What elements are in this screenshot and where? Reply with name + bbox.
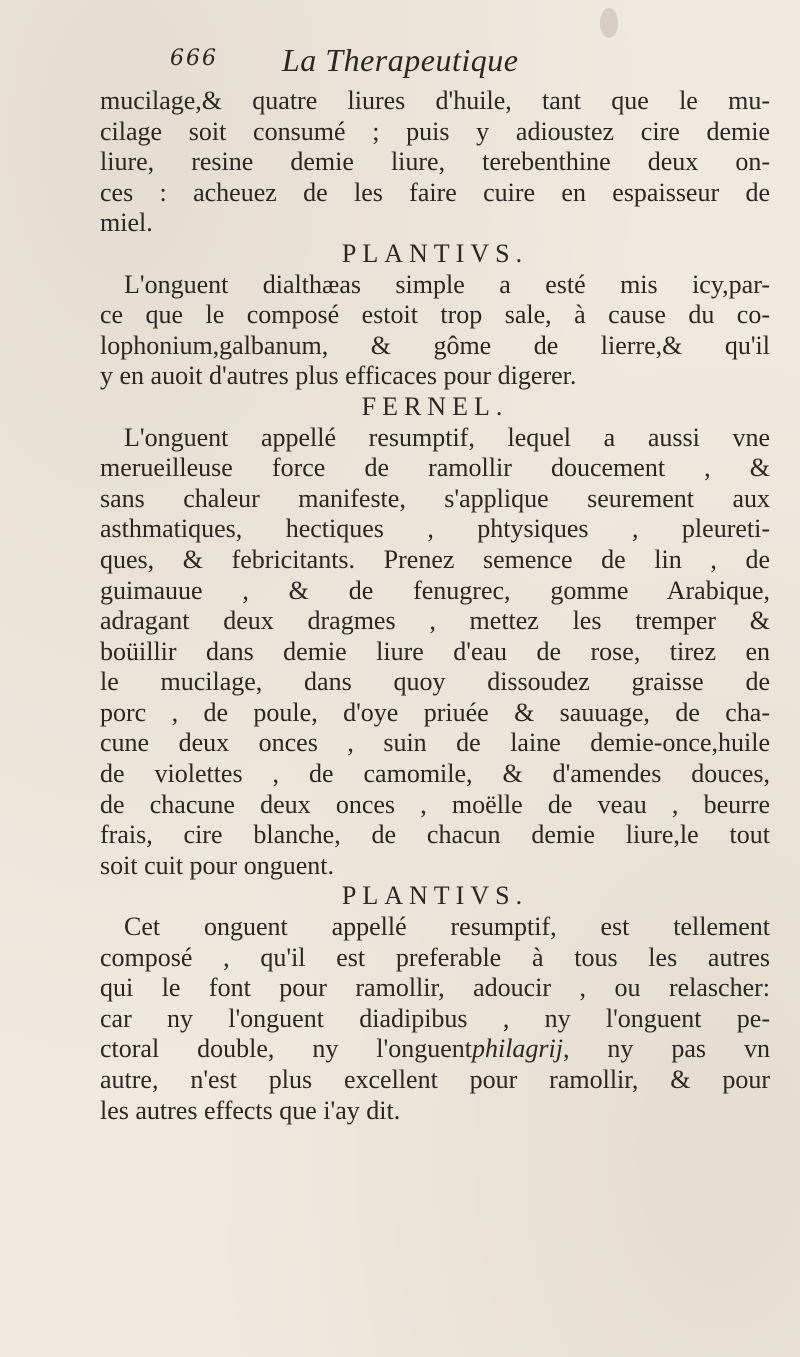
text-line: composé , qu'il est preferable à tous les autres [100,942,770,972]
text-line: de violettes , de camomile, & d'amendes douces, [100,759,770,789]
text-line: porc , de poule, d'oye priuée & sauuage, de cha- [100,697,770,727]
text-line: ques, & febricitants. Prenez semence de lin , de [100,544,770,574]
text-line: frais, cire blanche, de chacun demie liure,le tout [100,820,770,850]
text-line: asthmatiques, hectiques , phtysiques , pleureti- [100,514,770,544]
running-title: La Therapeutique [282,42,519,78]
text-line: sans chaleur manifeste, s'applique seurement aux [100,483,770,513]
text-line: merueilleuse force de ramollir doucement , & [100,453,770,483]
section-heading-plantius: PLANTIVS. [341,238,529,268]
text-line: guimauue , & de fenugrec, gomme Arabique, [100,575,770,605]
text-line: cilage soit consumé ; puis y adioustez cire demie [100,116,770,146]
section-heading-plantius-2: PLANTIVS. [341,881,529,911]
text-line: boüillir dans demie liure d'eau de rose, tirez en [100,636,770,666]
text-line: le mucilage, dans quoy dissoudez graisse de [100,667,770,697]
text-line: ces : acheuez de les faire cuire en espaisseur de [100,177,770,207]
text-line: L'onguent appellé resumptif, lequel a aussi vne [124,422,770,452]
text-line: mucilage,& quatre liures d'huile, tant que le mu- [100,86,770,115]
text-line: liure, resine demie liure, terebenthine deux on- [100,147,770,177]
text-line: de chacune deux onces , moëlle de veau , beurre [100,789,770,819]
ink-stain [600,8,618,38]
text-line [100,1034,770,1065]
text-line: y en auoit d'autres plus efficaces pour digerer. [100,361,577,391]
text-line: adragant deux dragmes , mettez les tremper & [100,606,770,636]
text-line: autre, n'est plus excellent pour ramollir, & pour [100,1065,770,1094]
text-line: cune deux onces , suin de laine demie-once,huile [100,728,770,758]
text-line: ce que le composé estoit trop sale, à cause du co- [100,300,770,330]
text-segment: ctoral double, ny l'onguent [100,1034,472,1064]
body-text [100,86,770,1126]
text-line: qui le font pour ramollir, adoucir , ou relascher: [100,973,770,1003]
text-line: miel. [100,208,153,238]
text-line: Cet onguent appellé resumptif, est tellement [124,912,770,942]
section-heading-fernel: FERNEL. [361,391,509,421]
text-segment: , ny pas vn [562,1034,770,1064]
text-line: car ny l'onguent diadipibus , ny l'onguent pe- [100,1003,770,1033]
text-line: soit cuit pour onguent. [100,850,334,880]
italic-term: philagrij [471,1034,563,1064]
page-number: 666 [170,46,218,71]
text-line: L'onguent dialthæas simple a esté mis icy,par- [124,269,770,299]
text-line: lophonium,galbanum, & gôme de lierre,& qu'il [100,330,770,360]
text-line: les autres effects que i'ay dit. [100,1095,401,1125]
running-head [170,42,690,86]
